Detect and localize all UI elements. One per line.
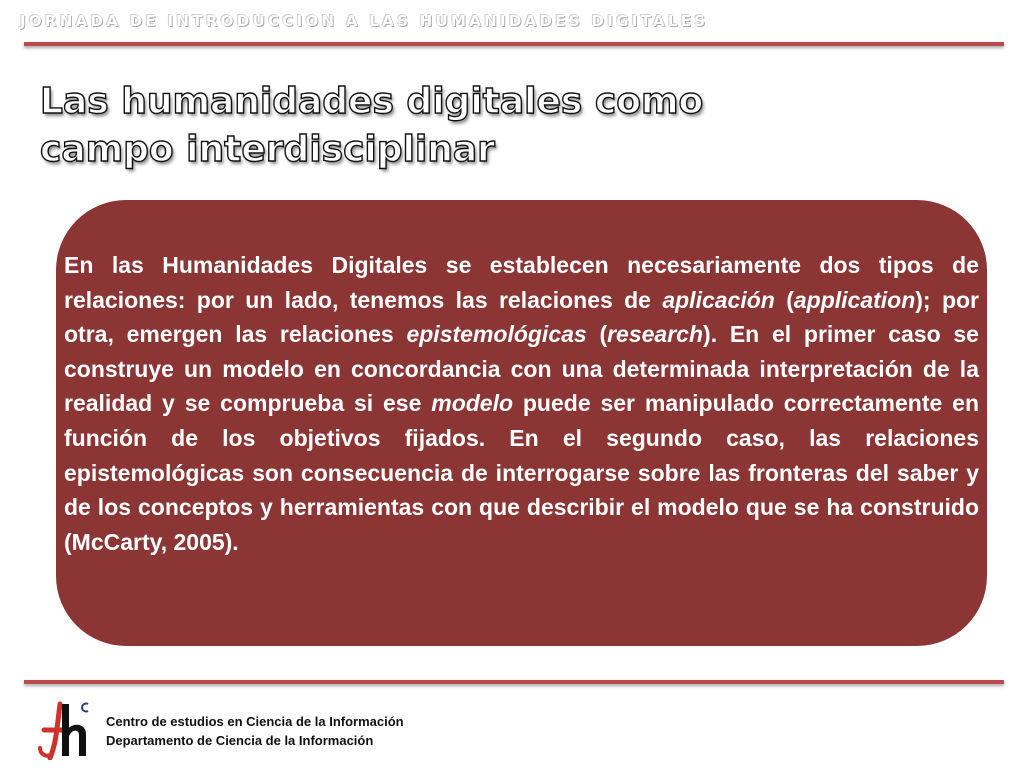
fh-logo-icon bbox=[30, 698, 96, 760]
content-panel bbox=[56, 200, 987, 646]
header-title: JORNADA DE INTRODUCCION A LAS HUMANIDADES DIGITALES bbox=[20, 12, 709, 30]
body-text: ); por otra, emergen las relaciones bbox=[64, 286, 979, 348]
body-text: ( bbox=[586, 321, 608, 348]
body-emphasis: application bbox=[793, 286, 916, 313]
footer-line-1: Centro de estudios en Ciencia de la Información bbox=[106, 714, 404, 729]
body-text: ( bbox=[774, 286, 794, 313]
footer-line-2: Departamento de Ciencia de la Información bbox=[106, 733, 374, 748]
body-text: puede ser manipulado correctamente en función de los objetivos fijados. En el segundo caso, las relaciones epistemológicas son consecuencia de interrogarse sobre las fronteras del saber y de los conceptos y herramientas con que describir el modelo que se ha construido (McCarty, 2005). bbox=[64, 390, 979, 555]
header-divider bbox=[24, 42, 1004, 46]
body-text: ). En el primer caso se construye un modelo en concordancia con una determinada interpretación de la realidad y se comprueba si ese bbox=[64, 321, 979, 417]
slide-title bbox=[40, 78, 703, 174]
body-text: En las Humanidades Digitales se establecen necesariamente dos tipos de relaciones: por un lado, tenemos las relaciones de bbox=[64, 252, 979, 313]
body-emphasis: modelo bbox=[431, 390, 514, 417]
body-paragraph bbox=[64, 248, 979, 559]
body-emphasis: research bbox=[607, 321, 704, 348]
slide-title-line-2: campo interdisciplinar bbox=[40, 129, 495, 170]
body-emphasis: epistemológicas bbox=[406, 321, 587, 348]
slide-title-line-1: Las humanidades digitales como bbox=[40, 81, 704, 122]
footer-divider bbox=[24, 680, 1004, 684]
footer-institution bbox=[106, 712, 404, 750]
body-emphasis: aplicación bbox=[662, 286, 775, 313]
